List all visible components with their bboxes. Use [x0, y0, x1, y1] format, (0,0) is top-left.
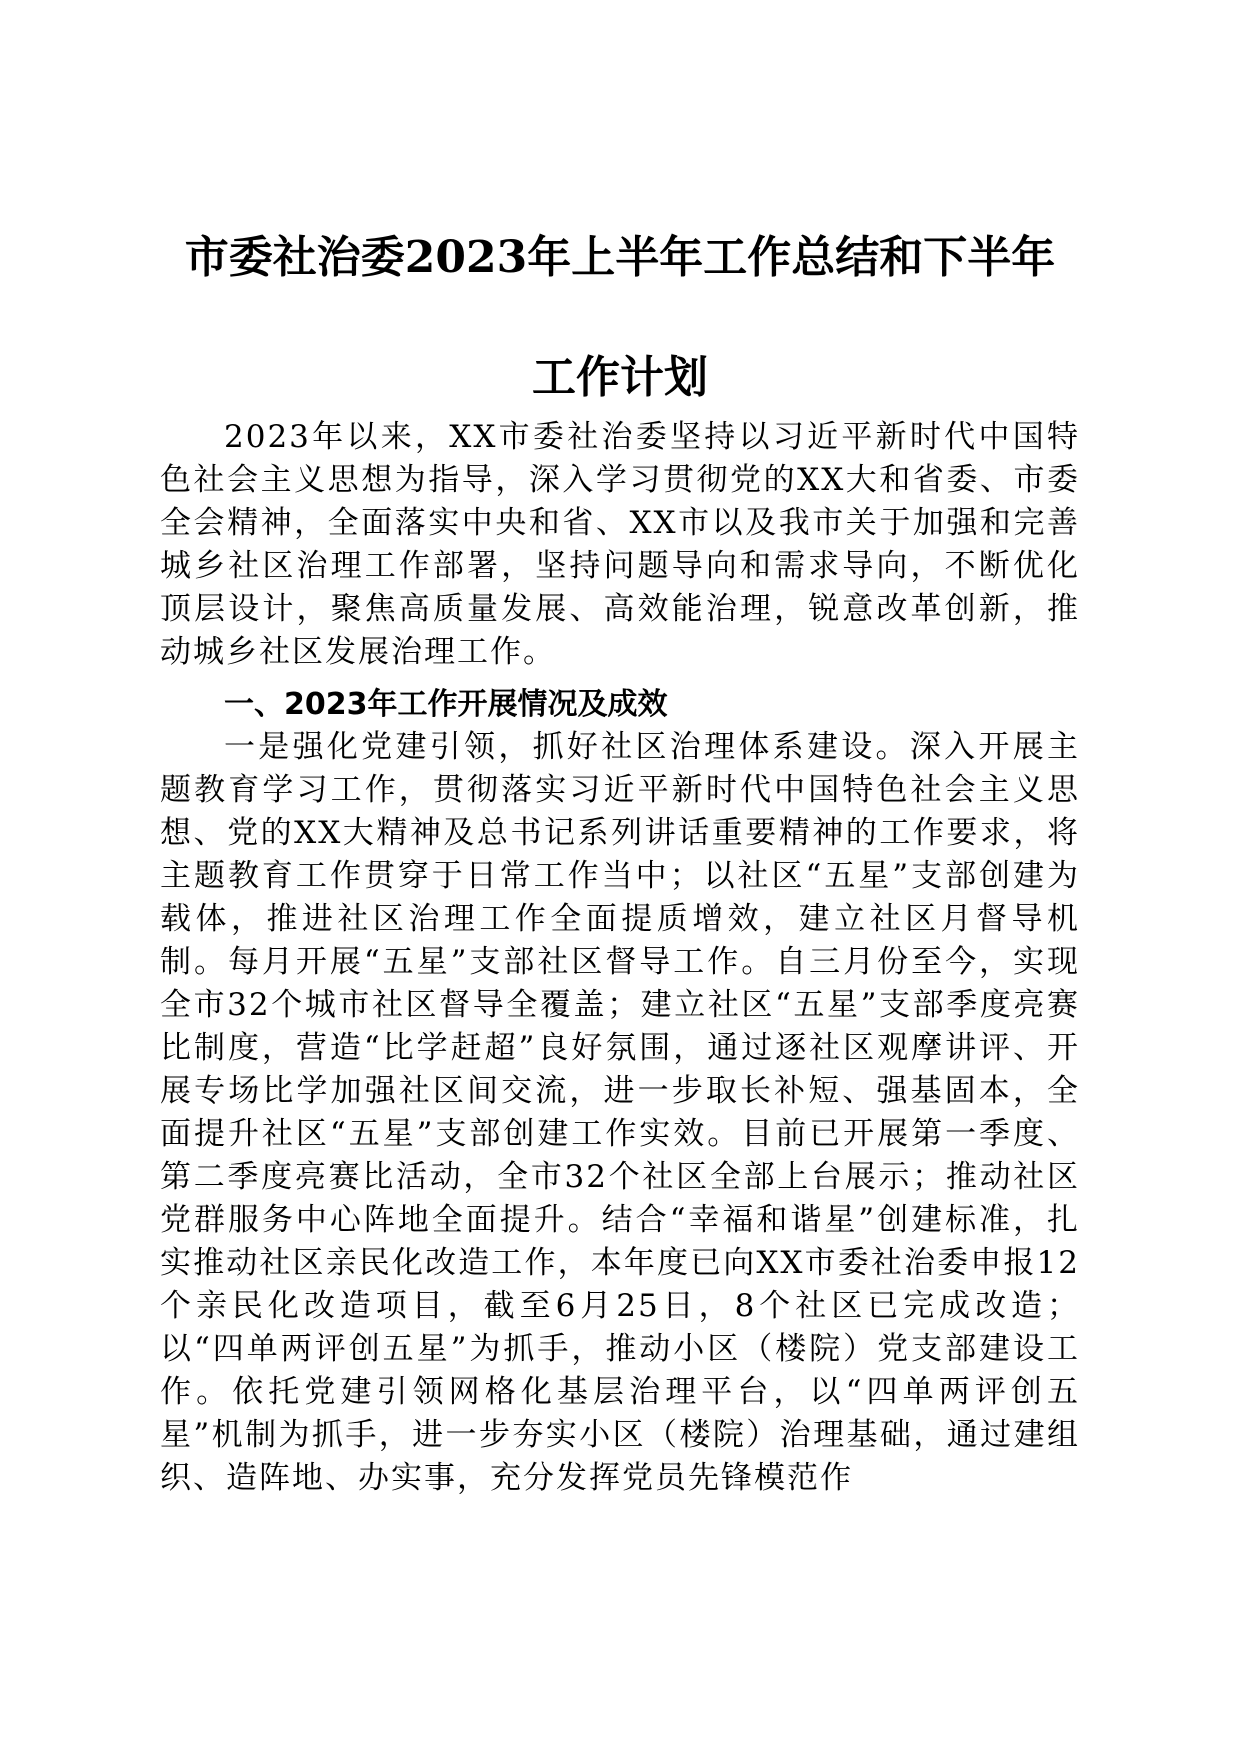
- document-title-line-2: 工作计划: [532, 352, 708, 403]
- section-1-heading: 一、2023年工作开展情况及成效: [224, 687, 668, 722]
- section-1-item-1-paragraph: 一是强化党建引领，抓好社区治理体系建设。深入开展主题教育学习工作，贯彻落实习近平新时代中国特色社会主义思想、党的XX大精神及总书记系列讲话重要精神的工作要求，将主题教育工作贯穿于日常工作当中；以社区“五星”支部创建为载体，推进社区治理工作全面提质增效，建立社区月督导机制。每月开展“五星”支部社区督导工作。自三月份至今，实现全市32个城市社区督导全覆盖；建立社区“五星”支部季度亮赛比制度，营造“比学赶超”良好氛围，通过逐社区观摩讲评、开展专场比学加强社区间交流，进一步取长补短、强基固本，全面提升社区“五星”支部创建工作实效。目前已开展第一季度、第二季度亮赛比活动，全市32个社区全部上台展示；推动社区党群服务中心阵地全面提升。结合“幸福和谐星”创建标准，扎实推动社区亲民化改造工作，本年度已向XX市委社治委申报12个亲民化改造项目，截至6月25日，8个社区已完成改造；以“四单两评创五星”为抓手，推动小区（楼院）党支部建设工作。依托党建引领网格化基层治理平台，以“四单两评创五星”机制为抓手，进一步夯实小区（楼院）治理基础，通过建组织、造阵地、办实事，充分发挥党员先锋模范作: [160, 729, 1080, 1496]
- document-title-line-1: 市委社治委2023年上半年工作总结和下半年: [184, 232, 1056, 283]
- intro-paragraph: 2023年以来，XX市委社治委坚持以习近平新时代中国特色社会主义思想为指导，深入学习贯彻党的XX大和省委、市委全会精神，全面落实中央和省、XX市以及我市关于加强和完善城乡社区治理工作部署，坚持问题导向和需求导向，不断优化顶层设计，聚焦高质量发展、高效能治理，锐意改革创新，推动城乡社区发展治理工作。: [160, 419, 1080, 670]
